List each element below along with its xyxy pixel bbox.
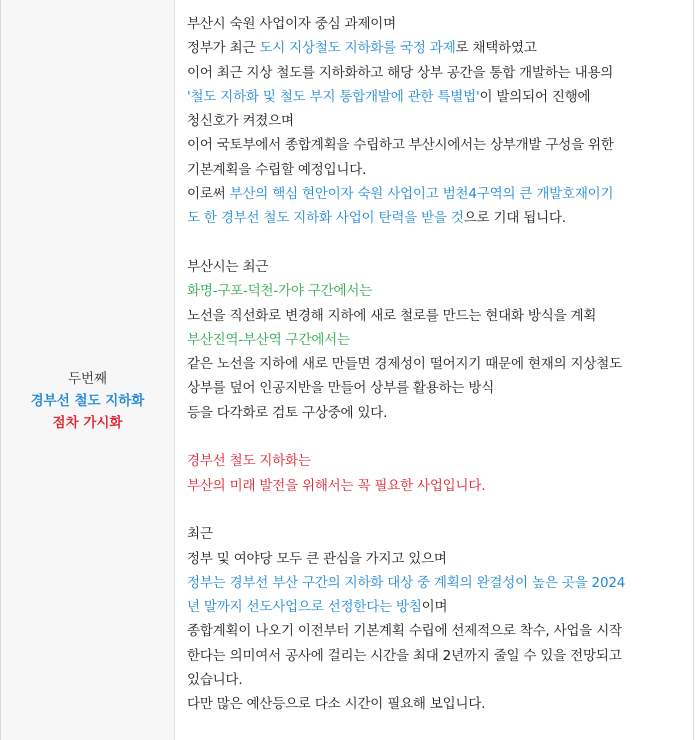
text-span: 이며 <box>421 599 448 616</box>
row-label-subtitle: 점차 가시화 <box>52 415 123 431</box>
text-span: 상부를 덮어 인공지반을 만들어 상부를 활용하는 방식 <box>187 380 495 397</box>
highlight-red: 경부선 철도 지하화는 <box>187 453 311 470</box>
text-span: 부산시는 최근 <box>187 258 269 275</box>
text-line <box>187 692 685 716</box>
text-line <box>187 376 685 400</box>
text-span: 한다는 의미여서 공사에 걸리는 시간을 최대 2년까지 줄일 수 있을 전망되고 <box>187 647 622 664</box>
text-span: 이로써 <box>187 186 230 203</box>
blank-line <box>187 231 685 255</box>
highlight-green: 부산진역-부산역 구간에서는 <box>187 331 350 348</box>
text-line <box>187 85 685 109</box>
text-span: 다만 많은 예산등으로 다소 시간이 필요해 보입니다. <box>187 696 486 713</box>
text-span: 등을 다각화로 검토 구상중에 있다. <box>187 404 388 421</box>
text-line <box>187 304 685 328</box>
text-span: 부산시 숙원 사업이자 중심 과제이며 <box>187 16 396 32</box>
text-span: 정부가 최근 <box>187 40 260 57</box>
row-label-title: 경부선 철도 지하화 <box>30 393 145 409</box>
text-line <box>187 12 685 36</box>
row-label-number: 두번째 <box>67 371 108 387</box>
text-span: 정부 및 여야당 모두 큰 관심을 가지고 있으며 <box>187 550 447 567</box>
text-line <box>187 595 685 619</box>
text-span: 종합계획이 나오기 이전부터 기본계획 수립에 선제적으로 착수, 사업을 시작 <box>187 623 622 640</box>
text-line <box>187 182 685 206</box>
blank-line <box>187 498 685 522</box>
text-span: 기본계획을 수립할 예정입니다. <box>187 161 367 178</box>
text-line <box>187 352 685 376</box>
highlight-blue: 정부는 경부선 부산 구간의 지하화 대상 중 계획의 완결성이 높은 곳을 2024 <box>187 574 626 591</box>
text-line <box>187 619 685 643</box>
text-line <box>187 206 685 230</box>
text-line <box>187 547 685 571</box>
text-line <box>187 109 685 133</box>
text-line <box>187 328 685 352</box>
text-span: 로 채택하였고 <box>455 40 537 57</box>
text-span: 청신호가 켜졌으며 <box>187 113 294 130</box>
highlight-blue: 도 한 경부선 철도 지하화 사업이 탄력을 받을 것 <box>187 210 464 227</box>
highlight-red: 부산의 미래 발전을 위해서는 꼭 필요한 사업입니다. <box>187 477 486 494</box>
text-span: 으로 기대 됩니다. <box>463 210 566 227</box>
text-line <box>187 279 685 303</box>
text-line <box>187 401 685 425</box>
text-line <box>187 133 685 157</box>
highlight-blue: 년 말까지 선도사업으로 선정한다는 방침 <box>187 599 422 616</box>
text-span: 있습니다. <box>187 672 243 689</box>
text-line <box>187 474 685 498</box>
highlight-blue: '철도 지하화 및 철도 부지 통합개발에 관한 특별법' <box>187 88 480 105</box>
text-line <box>187 36 685 60</box>
highlight-blue: 부산의 핵심 현안이자 숙원 사업이고 범천4구역의 큰 개발호재이기 <box>229 186 614 203</box>
text-span: 이어 국토부에서 종합계획을 수립하고 부산시에서는 상부개발 구성을 위한 <box>187 137 614 154</box>
text-line <box>187 158 685 182</box>
row-content-cell <box>175 0 693 740</box>
text-line <box>187 522 685 546</box>
highlight-blue: 도시 지상철도 지하화를 국정 과제 <box>259 40 456 57</box>
blank-line <box>187 425 685 449</box>
text-span: 노선을 직선화로 변경해 지하에 새로 철로를 만드는 현대화 방식을 계획 <box>187 307 597 324</box>
text-span: 같은 노선을 지하에 새로 만들면 경제성이 떨어지기 때문에 현재의 지상철도 <box>187 356 622 373</box>
highlight-green: 화명-구포-덕천-가야 구간에서는 <box>187 283 373 300</box>
text-line <box>187 668 685 692</box>
text-line <box>187 644 685 668</box>
text-line <box>187 571 685 595</box>
row-label-cell <box>1 0 175 740</box>
text-line <box>187 61 685 85</box>
text-span: 최근 <box>187 526 213 543</box>
text-line <box>187 449 685 473</box>
text-span: 이어 최근 지상 철도를 지하화하고 해당 상부 공간을 통합 개발하는 내용의 <box>187 64 614 81</box>
text-line <box>187 255 685 279</box>
text-span: 이 발의되어 진행에 <box>479 88 591 105</box>
